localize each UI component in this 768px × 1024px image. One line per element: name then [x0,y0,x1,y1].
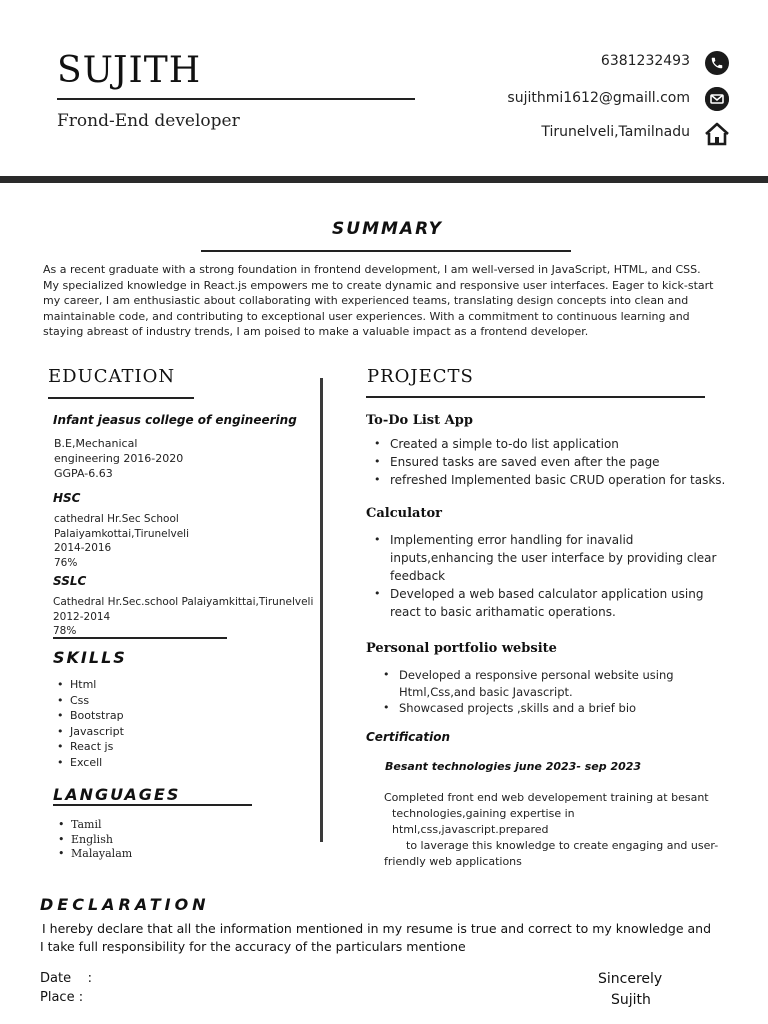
projects-title: PROJECTS [367,366,474,387]
language-item: • Malayalam [55,847,132,862]
summary-line: As a recent graduate with a strong foundation in frontend development, I am well-versed in JavaScript, HTML, and CSS. [43,263,701,276]
declaration-line: I take full responsibility for the accuracy of the particulars mentione [40,939,466,954]
skill-item: • Css [54,693,124,709]
certification-line: technologies,gaining expertise in html,css,javascript.prepared [392,807,575,836]
column-divider [320,378,323,842]
projects-underline [366,396,705,398]
email-address: sujithmi1612@gmaill.com [507,90,690,106]
project-calculator-bullets [366,531,736,621]
summary-line: my career, I am enthusiastic about collaborating with experienced teams, translating design concepts into clean and [43,294,689,307]
skill-item: • Html [54,677,124,693]
languages-underline [53,804,252,806]
date-label: Date : [40,971,92,986]
mail-icon [705,87,729,111]
summary-line: My specialized knowledge in React.js empowers me to create dynamic and responsive user interfaces. Eager to kick-start [43,278,714,292]
education-underline [48,397,194,399]
college-details [54,436,183,481]
header-divider [0,176,768,183]
project-bullet: • Ensured tasks are saved even after the page [366,453,742,471]
summary-line: maintainable code, and contributing to exceptional user experiences. With a commitment to continuous learning and [43,309,690,323]
project-portfolio-title: Personal portfolio website [366,641,557,656]
project-bullet: • Developed a responsive personal website using Html,Css,and basic Javascript. [375,667,695,700]
signature-name: Sujith [611,992,651,1008]
project-bullet: • Developed a web based calculator application using react to basic arithamatic operations. [366,585,736,621]
education-title: EDUCATION [48,366,176,387]
certification-title: Certification [366,730,451,744]
college-line: B.E,Mechanical [54,437,138,450]
declaration-line: I hereby declare that all the information mentioned in my resume is true and correct to my knowledge and [42,921,712,936]
skill-item: • React js [54,739,124,755]
project-calculator-title: Calculator [366,506,442,521]
project-bullet: • Created a simple to-do list application [366,435,742,453]
hsc-details [54,512,189,570]
sslc-heading: SSLC [53,574,87,588]
home-icon [704,122,730,146]
certification-line: Completed front end web developement training at besant [384,791,709,804]
place-label: Place : [40,990,84,1005]
summary-text [43,262,733,340]
language-item: • English [55,833,132,848]
languages-list [55,818,132,862]
summary-underline [201,250,571,252]
certification-text [384,790,734,870]
closing-text: Sincerely [598,971,663,987]
phone-icon [705,51,729,75]
project-todo-bullets [366,435,742,489]
college-line: GGPA-6.63 [54,467,113,480]
project-bullet: • refreshed Implemented basic CRUD operation for tasks. [366,471,742,489]
hsc-line: 2014-2016 [54,542,112,554]
college-name: Infant jeasus college of engineering [53,413,297,427]
project-todo-title: To-Do List App [366,413,473,428]
languages-title: LANGUAGES [53,785,181,804]
sslc-line: 2012-2014 [53,610,111,623]
resume-name: SUJITH [57,50,202,91]
hsc-line: cathedral Hr.Sec School [54,513,179,525]
declaration-text [40,920,740,956]
project-bullet: • Implementing error handling for inavalid inputs,enhancing the user interface by providing clear feedback [366,531,736,585]
declaration-title: DECLARATION [40,895,210,914]
sslc-details [53,595,313,639]
certification-line: to laverage this knowledge to create engaging and user- [406,839,719,852]
sslc-line: Cathedral Hr.Sec.school Palaiyamkittai,Tirunelveli [53,596,314,608]
summary-title: SUMMARY [332,219,443,239]
skill-item: • Excell [54,755,124,771]
certification-line: friendly web applications [384,855,522,868]
project-portfolio-bullets [375,667,695,717]
skills-title: SKILLS [53,648,127,667]
hsc-heading: HSC [53,491,81,505]
sslc-line: 78% [53,625,77,637]
location: Tirunelveli,Tamilnadu [541,124,690,140]
hsc-line: Palaiyamkottai,Tirunelveli [54,527,190,540]
skill-item: • Javascript [54,724,124,740]
project-bullet: • Showcased projects ,skills and a brief bio [375,700,695,717]
skills-list [54,677,124,771]
skill-item: • Bootstrap [54,708,124,724]
name-underline [57,98,415,100]
hsc-line: 76% [54,556,78,569]
certification-course: Besant technologies june 2023- sep 2023 [385,760,642,773]
summary-line: staying abreast of industry trends, I am poised to make a valuable impact as a frontend developer. [43,325,589,338]
job-title: Frond-End developer [57,111,240,131]
college-line: engineering 2016-2020 [54,452,184,465]
phone-number: 6381232493 [600,53,690,69]
sslc-underline [53,637,227,639]
language-item: • Tamil [55,818,132,833]
